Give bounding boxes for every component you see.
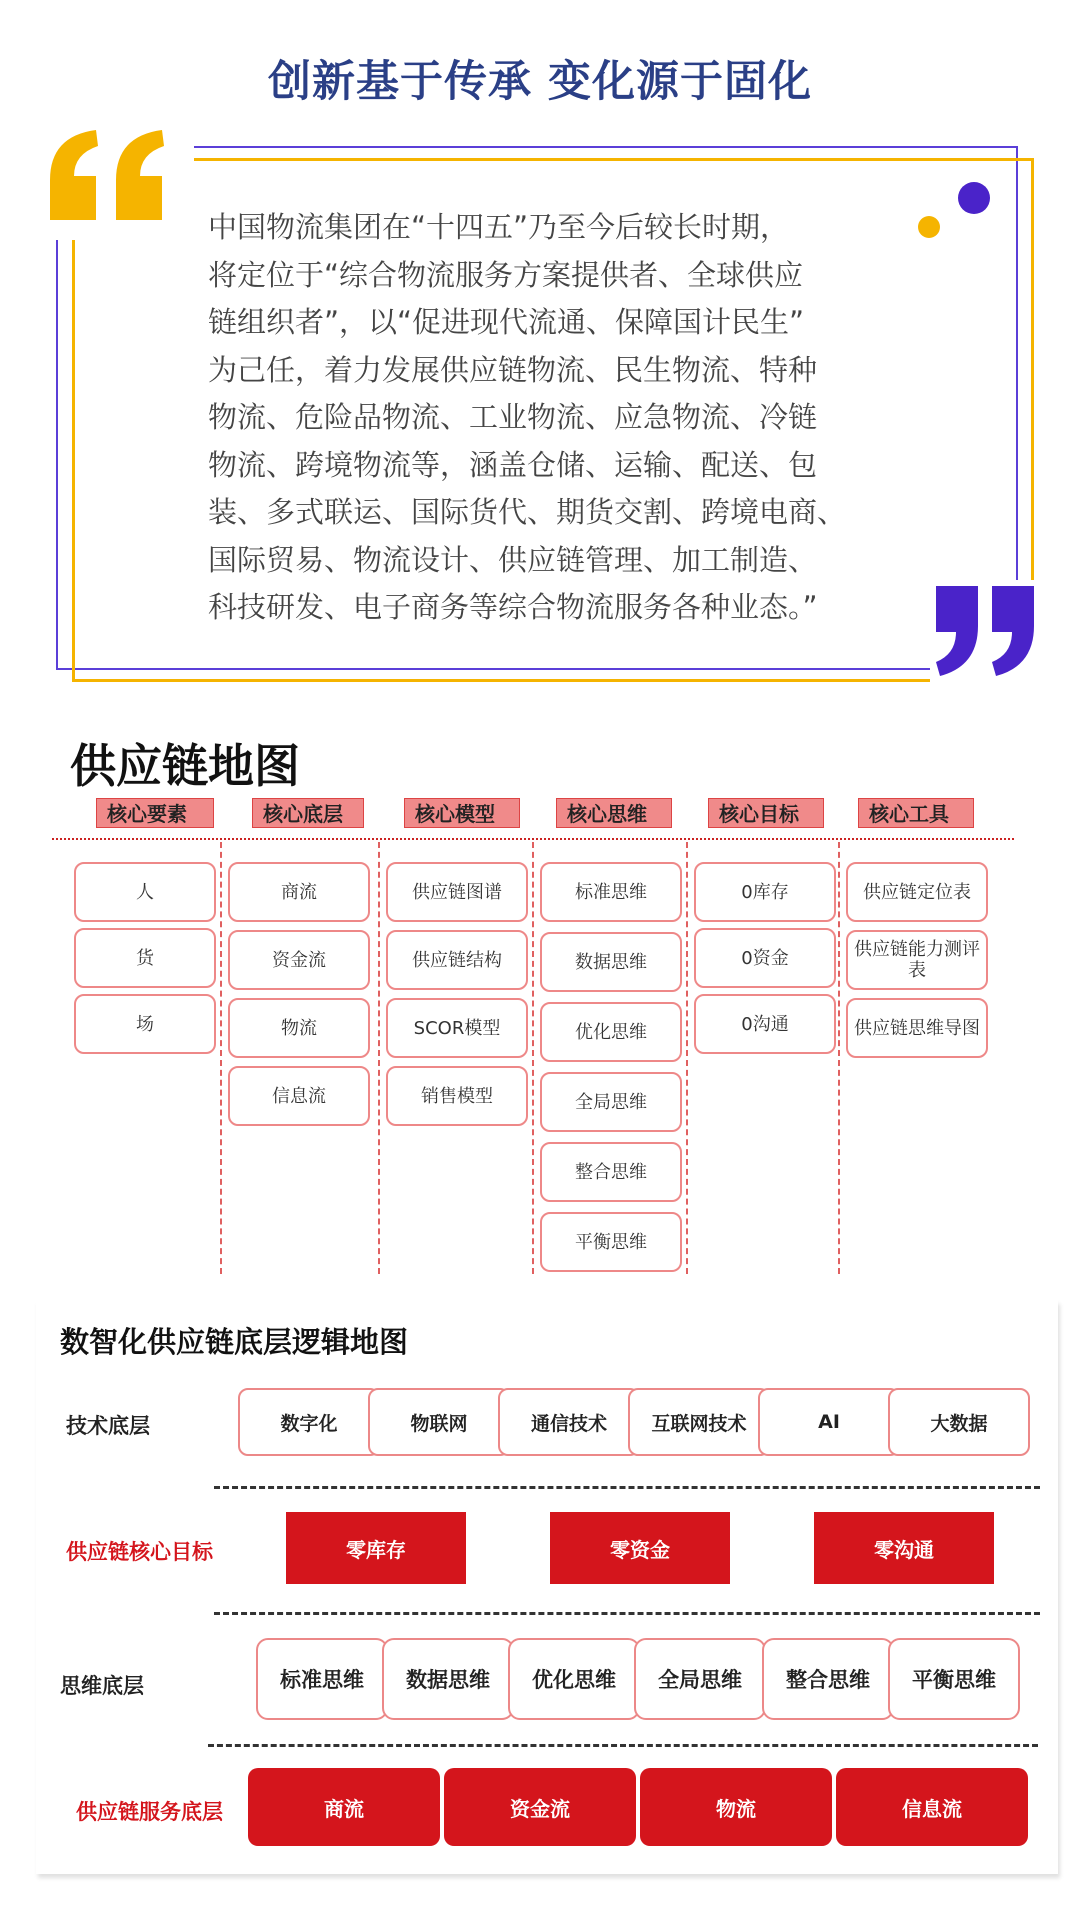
- map-cell: 信息流: [228, 1066, 370, 1126]
- row-label-service: 供应链服务底层: [76, 1800, 223, 1824]
- row-divider: [208, 1744, 1038, 1747]
- map-cell: 优化思维: [540, 1002, 682, 1062]
- close-quote-icon: [930, 580, 1050, 690]
- service-item: 信息流: [836, 1768, 1028, 1846]
- map-cell: 销售模型: [386, 1066, 528, 1126]
- map-cell: 供应链结构: [386, 930, 528, 990]
- think-item: 数据思维: [382, 1638, 514, 1720]
- decor-dot-purple: [958, 182, 990, 214]
- quote-line: 将定位于“综合物流服务方案提供者、全球供应: [208, 257, 804, 292]
- tech-item: 互联网技术: [628, 1388, 770, 1456]
- map-cell: 数据思维: [540, 932, 682, 992]
- quote-line: 科技研发、电子商务等综合物流服务各种业态。”: [208, 590, 818, 624]
- quote-text: [208, 204, 908, 632]
- map-cell: 场: [74, 994, 216, 1054]
- quote-line: 链组织者”，以“促进现代流通、保障国计民生”: [208, 305, 805, 339]
- map-cell: 物流: [228, 998, 370, 1058]
- tech-item: AI: [758, 1388, 900, 1456]
- service-item: 资金流: [444, 1768, 636, 1846]
- decor-dot-yellow: [918, 216, 940, 238]
- tech-item: 数字化: [238, 1388, 380, 1456]
- think-item: 平衡思维: [888, 1638, 1020, 1720]
- row-label-think: 思维底层: [60, 1674, 144, 1698]
- map-cell: 货: [74, 928, 216, 988]
- map-cell: 资金流: [228, 930, 370, 990]
- open-quote-icon: [44, 110, 194, 240]
- map-cell: 供应链定位表: [846, 862, 988, 922]
- map-cell: SCOR模型: [386, 998, 528, 1058]
- map-cell: 供应链能力测评表: [846, 930, 988, 990]
- think-item: 全局思维: [634, 1638, 766, 1720]
- col-header-thinking: 核心思维: [556, 798, 672, 828]
- goal-item: 零资金: [550, 1512, 730, 1584]
- map-cell: 供应链思维导图: [846, 998, 988, 1058]
- map-cell: 人: [74, 862, 216, 922]
- row-label-tech: 技术底层: [66, 1414, 150, 1438]
- col-header-goal: 核心目标: [708, 798, 824, 828]
- map-cell: 全局思维: [540, 1072, 682, 1132]
- service-item: 商流: [248, 1768, 440, 1846]
- logic-map-title: 数智化供应链底层逻辑地图: [60, 1325, 409, 1359]
- map-divider: [52, 838, 1014, 840]
- map-cell: 平衡思维: [540, 1212, 682, 1272]
- tech-item: 大数据: [888, 1388, 1030, 1456]
- tech-item: 通信技术: [498, 1388, 640, 1456]
- map-cell: 0库存: [694, 862, 836, 922]
- column-divider: [686, 842, 688, 1274]
- map-cell: 0资金: [694, 928, 836, 988]
- map-cell: 供应链图谱: [386, 862, 528, 922]
- column-divider: [838, 842, 840, 1274]
- goal-item: 零库存: [286, 1512, 466, 1584]
- tech-item: 物联网: [368, 1388, 510, 1456]
- column-divider: [378, 842, 380, 1274]
- col-header-tool: 核心工具: [858, 798, 974, 828]
- column-divider: [220, 842, 222, 1274]
- quote-line: 物流、危险品物流、工业物流、应急物流、冷链: [208, 400, 818, 434]
- map-cell: 商流: [228, 862, 370, 922]
- column-divider: [532, 842, 534, 1274]
- supply-map-title: 供应链地图: [70, 739, 300, 793]
- quote-line: 国际贸易、物流设计、供应链管理、加工制造、: [208, 542, 818, 577]
- map-cell: 标准思维: [540, 862, 682, 922]
- quote-line: 物流、跨境物流等，涵盖仓储、运输、配送、包: [208, 447, 818, 482]
- quote-line: 装、多式联运、国际货代、期货交割、跨境电商、: [208, 495, 847, 529]
- quote-line: 为己任，着力发展供应链物流、民生物流、特种: [208, 352, 818, 387]
- row-label-goal: 供应链核心目标: [66, 1540, 213, 1564]
- col-header-elements: 核心要素: [96, 798, 214, 828]
- map-cell: 整合思维: [540, 1142, 682, 1202]
- goal-item: 零沟通: [814, 1512, 994, 1584]
- think-item: 标准思维: [256, 1638, 388, 1720]
- think-item: 优化思维: [508, 1638, 640, 1720]
- row-divider: [214, 1612, 1040, 1615]
- page-title: 创新基于传承 变化源于固化: [268, 57, 812, 107]
- service-item: 物流: [640, 1768, 832, 1846]
- quote-line: 中国物流集团在“十四五”乃至今后较长时期，: [208, 210, 790, 244]
- map-cell: 0沟通: [694, 994, 836, 1054]
- row-divider: [214, 1486, 1040, 1489]
- think-item: 整合思维: [762, 1638, 894, 1720]
- col-header-model: 核心模型: [404, 798, 520, 828]
- col-header-base: 核心底层: [252, 798, 364, 828]
